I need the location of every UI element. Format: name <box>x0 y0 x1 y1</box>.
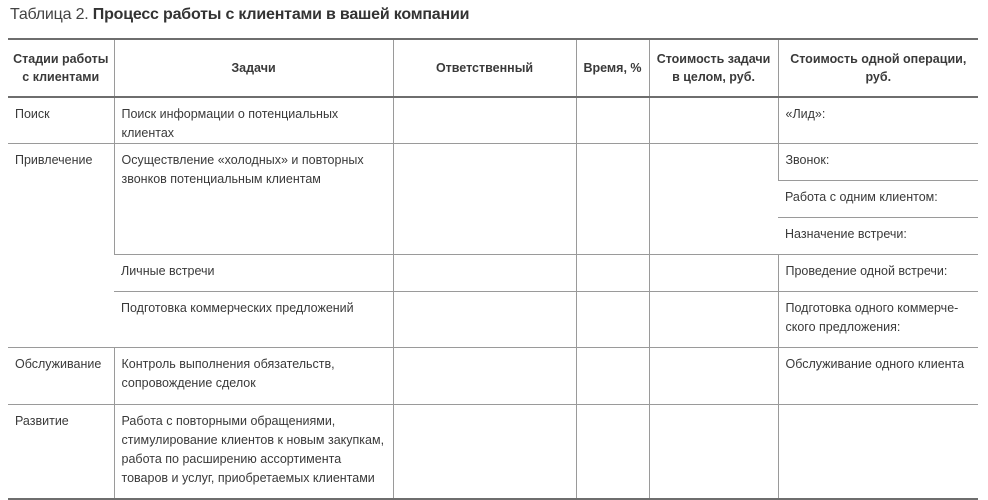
header-stage: Стадии работы с клиентами <box>8 39 114 97</box>
responsible-cell <box>393 348 576 405</box>
time-cell <box>576 405 649 499</box>
cost-total-cell <box>649 144 778 255</box>
header-time: Время, % <box>576 39 649 97</box>
responsible-cell <box>393 255 576 292</box>
responsible-cell <box>393 97 576 144</box>
table-row <box>8 144 978 181</box>
time-cell <box>576 97 649 144</box>
task-search: Поиск информации о потенциальных клиентах <box>114 97 393 144</box>
op-proposal: Подготовка одного коммерче-ского предложения: <box>778 292 978 348</box>
time-cell <box>576 144 649 255</box>
stage-search: Поиск <box>8 97 114 144</box>
responsible-cell <box>393 144 576 255</box>
header-cost-total: Стоимость задачи в целом, руб. <box>649 39 778 97</box>
responsible-cell <box>393 405 576 499</box>
client-process-table <box>8 38 978 500</box>
op-lead: «Лид»: <box>778 97 978 144</box>
task-calls: Осуществление «холодных» и повторных звонков потенциальным клиентам <box>114 144 393 255</box>
op-appointment: Назначение встречи: <box>778 218 978 255</box>
header-responsible: Ответственный <box>393 39 576 97</box>
header-tasks: Задачи <box>114 39 393 97</box>
table-row <box>8 97 978 144</box>
cost-total-cell <box>649 255 778 292</box>
responsible-cell <box>393 292 576 348</box>
table-row <box>8 405 978 499</box>
header-cost-operation: Стоимость одной операции, руб. <box>778 39 978 97</box>
table-caption <box>10 6 469 24</box>
caption-number: Таблица 2. <box>10 6 89 23</box>
table-row <box>8 292 978 348</box>
time-cell <box>576 292 649 348</box>
table-row <box>8 348 978 405</box>
time-cell <box>576 348 649 405</box>
stage-service: Обслуживание <box>8 348 114 405</box>
caption-title: Процесс работы с клиентами в вашей компании <box>92 6 470 23</box>
op-development <box>778 405 978 499</box>
op-service: Обслуживание одного клиента <box>778 348 978 405</box>
task-service: Контроль выполнения обязательств, сопровождение сделок <box>114 348 393 405</box>
task-proposals: Подготовка коммерческих предложений <box>114 292 393 348</box>
op-call: Звонок: <box>778 144 978 181</box>
cost-total-cell <box>649 405 778 499</box>
task-development: Работа с повторными обращениями, стимулирование клиентов к новым закупкам, работа по расширению ассортимента товаров и услуг, приобретаемых клиентами <box>114 405 393 499</box>
op-meeting: Проведение одной встречи: <box>778 255 978 292</box>
cost-total-cell <box>649 97 778 144</box>
header-row <box>8 39 978 97</box>
time-cell <box>576 255 649 292</box>
op-one-client: Работа с одним клиентом: <box>778 181 978 218</box>
table-row <box>8 255 978 292</box>
stage-attraction: Привлечение <box>8 144 114 348</box>
cost-total-cell <box>649 292 778 348</box>
task-meetings: Личные встречи <box>114 255 393 292</box>
stage-development: Развитие <box>8 405 114 499</box>
cost-total-cell <box>649 348 778 405</box>
